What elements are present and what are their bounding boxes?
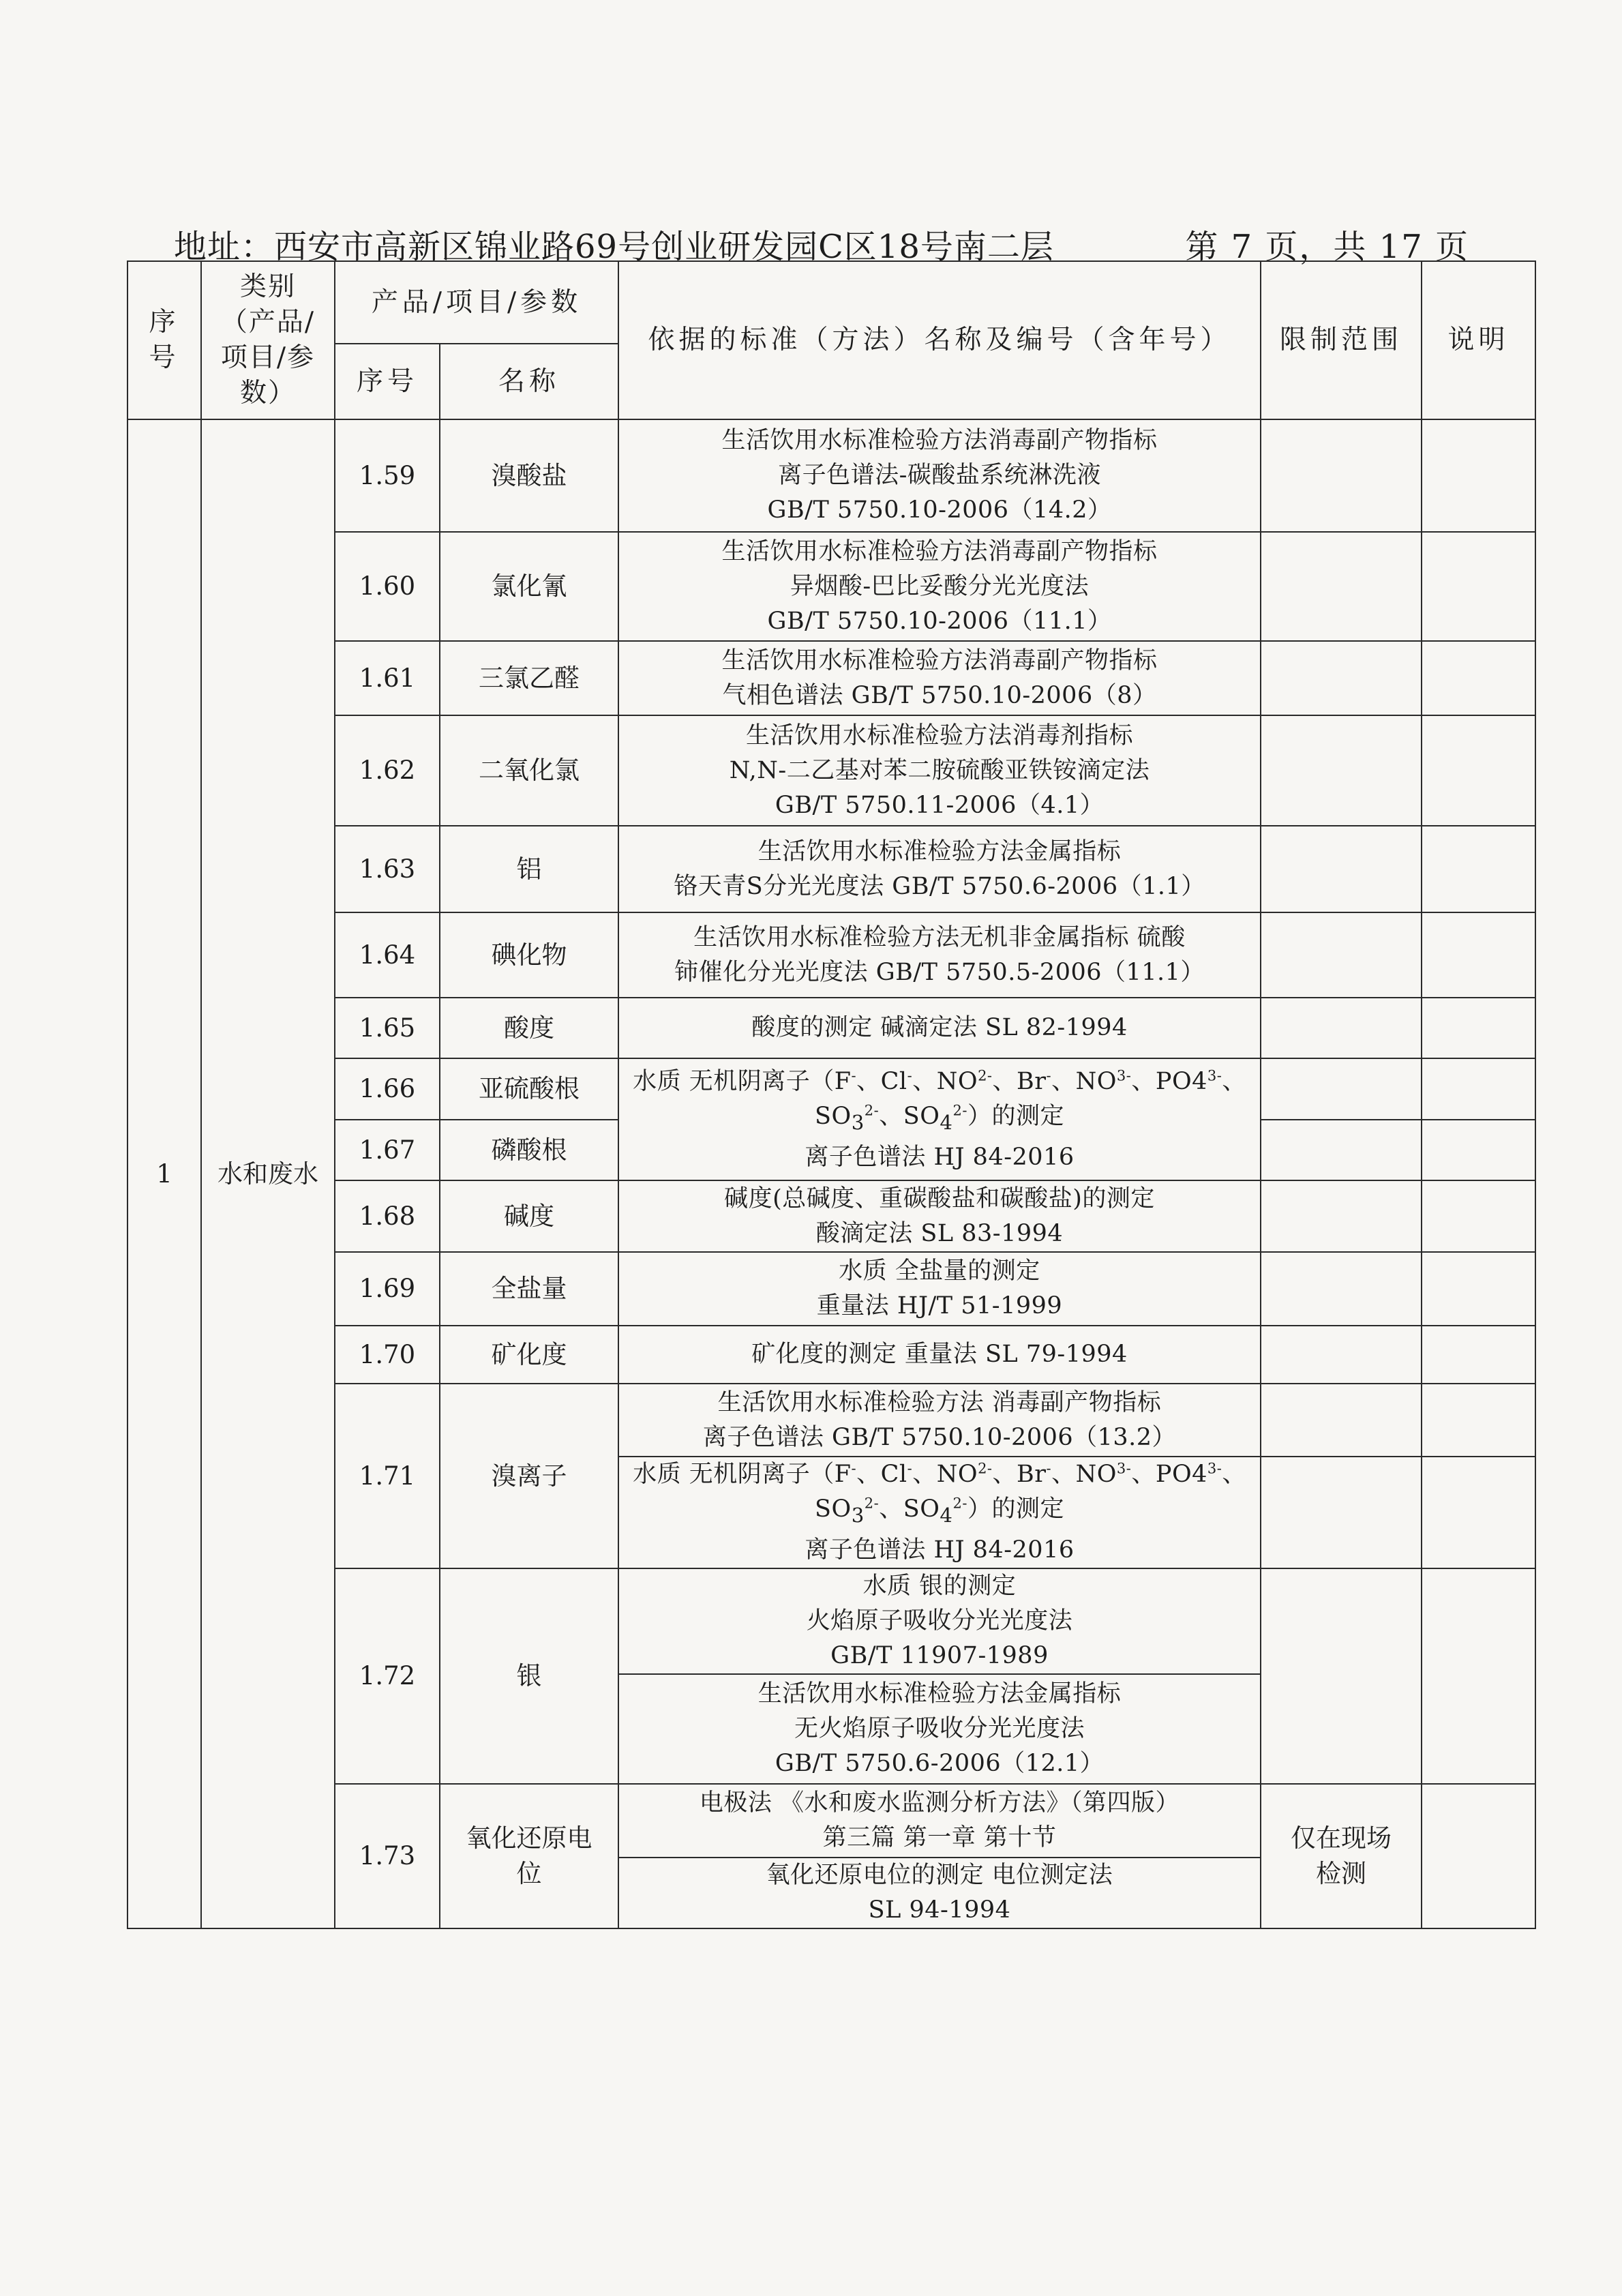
- row-note: [1422, 1120, 1535, 1180]
- table-row: [127, 1326, 1535, 1384]
- row-note: [1422, 1457, 1535, 1568]
- row-name: 二氧化氯: [440, 715, 618, 826]
- row-limit: [1261, 1457, 1422, 1568]
- row-seq: 1.70: [335, 1326, 440, 1384]
- row-seq: 1.64: [335, 912, 440, 998]
- page-number: 第 7 页，共 17 页: [1185, 228, 1469, 266]
- row-note: [1422, 715, 1535, 826]
- row-standard: 水质 银的测定 火焰原子吸收分光光度法 GB/T 11907-1989: [618, 1568, 1261, 1674]
- row-note: [1422, 532, 1535, 641]
- row-seq: 1.73: [335, 1784, 440, 1928]
- row-note: [1422, 912, 1535, 998]
- row-standard: 生活饮用水标准检验方法金属指标 铬天青S分光光度法 GB/T 5750.6-2006（1.1）: [618, 826, 1261, 912]
- row-limit: [1261, 1252, 1422, 1326]
- table-row: [127, 1568, 1535, 1674]
- row-limit: [1261, 826, 1422, 912]
- row-name: 溴离子: [440, 1384, 618, 1568]
- row-seq: 1.62: [335, 715, 440, 826]
- row-seq: 1.67: [335, 1120, 440, 1180]
- header-sub-seq: 序号: [335, 344, 440, 419]
- row-limit: [1261, 998, 1422, 1058]
- row-standard-anions: 水质 无机阴离子（F-、Cl-、$NO^{2-}$、Br-、$NO^{3-}$、$PO4^{3-}$、 $SO_3^{2-}$、$SO_4^{2-}$）的测定 离子色谱法 HJ 84-2016: [618, 1058, 1261, 1180]
- header-note: 说明: [1422, 261, 1535, 419]
- row-standard: 生活饮用水标准检验方法消毒副产物指标 离子色谱法-碳酸盐系统淋洗液 GB/T 5750.10-2006（14.2）: [618, 419, 1261, 532]
- header-standard: 依据的标准（方法）名称及编号（含年号）: [618, 261, 1261, 419]
- row-limit: [1261, 715, 1422, 826]
- table-row: [127, 1784, 1535, 1858]
- row-note: [1422, 1180, 1535, 1252]
- row-name: 氧化还原电 位: [440, 1784, 618, 1928]
- row-name: 铝: [440, 826, 618, 912]
- row-name: 矿化度: [440, 1326, 618, 1384]
- row-seq: 1.65: [335, 998, 440, 1058]
- table-row: [127, 419, 1535, 532]
- table-row: [127, 1252, 1535, 1326]
- row-limit: 仅在现场 检测: [1261, 1784, 1422, 1928]
- table-row: [127, 1180, 1535, 1252]
- row-name: 银: [440, 1568, 618, 1784]
- row-limit: [1261, 1058, 1422, 1120]
- accreditation-table: [127, 260, 1536, 1929]
- row-limit: [1261, 1384, 1422, 1457]
- row-limit: [1261, 1326, 1422, 1384]
- row-note: [1422, 1252, 1535, 1326]
- row-note: [1422, 826, 1535, 912]
- table-row: [127, 1384, 1535, 1457]
- row-standard: 酸度的测定 碱滴定法 SL 82-1994: [618, 998, 1261, 1058]
- row-note: [1422, 1326, 1535, 1384]
- row-seq: 1.61: [335, 641, 440, 715]
- row-name: 三氯乙醛: [440, 641, 618, 715]
- header-address: 地址：西安市高新区锦业路69号创业研发园C区18号南二层: [174, 228, 1054, 266]
- row-standard: 矿化度的测定 重量法 SL 79-1994: [618, 1326, 1261, 1384]
- row-limit: [1261, 912, 1422, 998]
- group-seq: 1: [127, 419, 201, 1928]
- row-name: 碱度: [440, 1180, 618, 1252]
- row-name: 磷酸根: [440, 1120, 618, 1180]
- row-seq: 1.69: [335, 1252, 440, 1326]
- row-standard: 生活饮用水标准检验方法消毒剂指标 N,N-二乙基对苯二胺硫酸亚铁铵滴定法 GB/T 5750.11-2006（4.1）: [618, 715, 1261, 826]
- group-category: 水和废水: [201, 419, 335, 1928]
- header-product-group: 产品/项目/参数: [335, 261, 618, 344]
- row-name: 酸度: [440, 998, 618, 1058]
- row-standard: 氧化还原电位的测定 电位测定法 SL 94-1994: [618, 1858, 1261, 1928]
- row-standard: 生活饮用水标准检验方法消毒副产物指标 异烟酸-巴比妥酸分光光度法 GB/T 5750.10-2006（11.1）: [618, 532, 1261, 641]
- row-seq: 1.72: [335, 1568, 440, 1784]
- header-seq: 序 号: [127, 261, 201, 419]
- row-standard: 生活饮用水标准检验方法 消毒副产物指标 离子色谱法 GB/T 5750.10-2006（13.2）: [618, 1384, 1261, 1457]
- row-name: 亚硫酸根: [440, 1058, 618, 1120]
- row-seq: 1.60: [335, 532, 440, 641]
- table-row: [127, 998, 1535, 1058]
- row-standard-anions: 水质 无机阴离子（F-、Cl-、$NO^{2-}$、Br-、$NO^{3-}$、$PO4^{3-}$、 $SO_3^{2-}$、$SO_4^{2-}$）的测定 离子色谱法 HJ 84-2016: [618, 1457, 1261, 1568]
- row-note: [1422, 1568, 1535, 1784]
- row-seq: 1.66: [335, 1058, 440, 1120]
- table-row: [127, 532, 1535, 641]
- row-seq: 1.59: [335, 419, 440, 532]
- header-limit: 限制范围: [1261, 261, 1422, 419]
- table-row: [127, 715, 1535, 826]
- row-standard: 碱度(总碱度、重碳酸盐和碳酸盐)的测定 酸滴定法 SL 83-1994: [618, 1180, 1261, 1252]
- row-limit: [1261, 1120, 1422, 1180]
- row-limit: [1261, 641, 1422, 715]
- header-sub-name: 名称: [440, 344, 618, 419]
- row-limit: [1261, 1180, 1422, 1252]
- row-limit: [1261, 532, 1422, 641]
- row-limit: [1261, 1568, 1422, 1784]
- row-standard: 生活饮用水标准检验方法无机非金属指标 硫酸 铈催化分光光度法 GB/T 5750.5-2006（11.1）: [618, 912, 1261, 998]
- row-note: [1422, 1784, 1535, 1928]
- row-name: 氯化氰: [440, 532, 618, 641]
- row-name: 全盐量: [440, 1252, 618, 1326]
- row-standard: 生活饮用水标准检验方法消毒副产物指标 气相色谱法 GB/T 5750.10-2006（8）: [618, 641, 1261, 715]
- row-standard: 水质 全盐量的测定 重量法 HJ/T 51-1999: [618, 1252, 1261, 1326]
- row-seq: 1.71: [335, 1384, 440, 1568]
- row-seq: 1.68: [335, 1180, 440, 1252]
- row-note: [1422, 641, 1535, 715]
- header-category: 类别 （产品/ 项目/参 数）: [201, 261, 335, 419]
- row-note: [1422, 998, 1535, 1058]
- row-standard: 电极法 《水和废水监测分析方法》（第四版） 第三篇 第一章 第十节: [618, 1784, 1261, 1858]
- row-name: 溴酸盐: [440, 419, 618, 532]
- row-seq: 1.63: [335, 826, 440, 912]
- table-row: [127, 1058, 1535, 1120]
- table-row: [127, 912, 1535, 998]
- row-name: 碘化物: [440, 912, 618, 998]
- row-note: [1422, 1384, 1535, 1457]
- row-limit: [1261, 419, 1422, 532]
- table-row: [127, 826, 1535, 912]
- table-row: [127, 641, 1535, 715]
- row-standard: 生活饮用水标准检验方法金属指标 无火焰原子吸收分光光度法 GB/T 5750.6-2006（12.1）: [618, 1674, 1261, 1784]
- row-note: [1422, 1058, 1535, 1120]
- row-note: [1422, 419, 1535, 532]
